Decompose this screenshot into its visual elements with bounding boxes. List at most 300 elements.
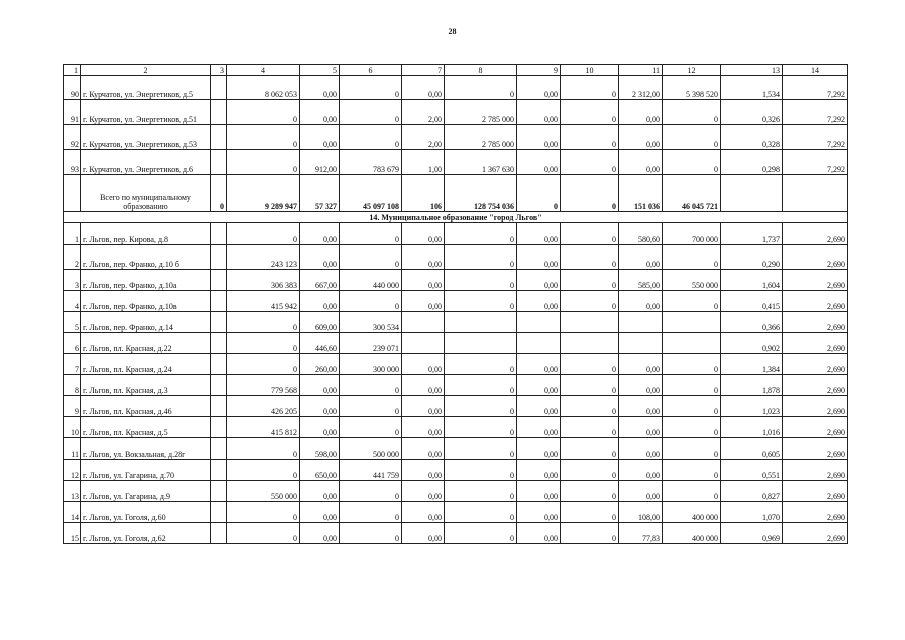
total-value: [783, 175, 848, 212]
value-cell: [663, 333, 721, 354]
section-row: [64, 212, 848, 223]
table-cell: [64, 175, 81, 212]
table-row: [64, 502, 848, 523]
table-row: [64, 417, 848, 438]
table-row: [64, 125, 848, 150]
row-number: 4: [64, 291, 81, 312]
value-cell: 0: [663, 460, 721, 481]
row-number: 8: [64, 375, 81, 396]
value-cell: 0: [663, 375, 721, 396]
value-cell: 0: [340, 125, 402, 150]
value-cell: 0,326: [721, 100, 783, 125]
value-cell: 0: [340, 76, 402, 100]
column-header: 2: [81, 65, 211, 76]
value-cell: [211, 76, 227, 100]
value-cell: 7,292: [783, 125, 848, 150]
total-value: 128 754 036: [445, 175, 517, 212]
value-cell: [445, 312, 517, 333]
value-cell: 667,00: [300, 270, 340, 291]
column-header: 12: [663, 65, 721, 76]
value-cell: 598,00: [300, 438, 340, 460]
value-cell: 0: [227, 333, 300, 354]
value-cell: 400 000: [663, 502, 721, 523]
value-cell: 8 062 053: [227, 76, 300, 100]
value-cell: 0: [227, 460, 300, 481]
value-cell: 0,00: [300, 245, 340, 270]
value-cell: 0: [227, 354, 300, 375]
value-cell: [211, 270, 227, 291]
total-value: 0: [561, 175, 619, 212]
value-cell: 0: [663, 125, 721, 150]
value-cell: 580,60: [619, 223, 663, 245]
value-cell: 650,00: [300, 460, 340, 481]
value-cell: 0: [340, 481, 402, 502]
value-cell: [211, 100, 227, 125]
value-cell: 0: [445, 396, 517, 417]
value-cell: 239 071: [340, 333, 402, 354]
value-cell: [211, 333, 227, 354]
value-cell: 1,00: [402, 150, 445, 175]
value-cell: 0: [663, 245, 721, 270]
value-cell: 0,00: [300, 375, 340, 396]
value-cell: 0,00: [300, 291, 340, 312]
table-row: [64, 460, 848, 481]
value-cell: 2,690: [783, 291, 848, 312]
value-cell: 300 534: [340, 312, 402, 333]
section-title: 14. Муниципальное образование "город Льгов": [64, 212, 848, 223]
value-cell: 0: [561, 396, 619, 417]
value-cell: 0: [445, 417, 517, 438]
value-cell: 1,384: [721, 354, 783, 375]
column-header: 3: [211, 65, 227, 76]
total-value: 0: [517, 175, 561, 212]
value-cell: 0: [561, 375, 619, 396]
total-value: 106: [402, 175, 445, 212]
value-cell: 609,00: [300, 312, 340, 333]
value-cell: [211, 523, 227, 544]
value-cell: 0,00: [619, 125, 663, 150]
value-cell: 0,00: [517, 481, 561, 502]
value-cell: 0: [445, 375, 517, 396]
value-cell: [402, 312, 445, 333]
row-number: 6: [64, 333, 81, 354]
value-cell: 243 123: [227, 245, 300, 270]
header-row: [64, 65, 848, 76]
value-cell: 0: [561, 291, 619, 312]
table-row: [64, 396, 848, 417]
table-row: [64, 312, 848, 333]
column-header: 14: [783, 65, 848, 76]
table-row: [64, 333, 848, 354]
value-cell: [211, 375, 227, 396]
total-value: [721, 175, 783, 212]
value-cell: 0: [227, 223, 300, 245]
value-cell: 2,690: [783, 460, 848, 481]
total-value: 151 036: [619, 175, 663, 212]
value-cell: 0,00: [517, 100, 561, 125]
address-cell: г. Льгов, пл. Красная, д.22: [81, 333, 211, 354]
value-cell: 0,00: [402, 438, 445, 460]
value-cell: 446,60: [300, 333, 340, 354]
value-cell: 0: [340, 223, 402, 245]
address-cell: г. Льгов, пер. Франко, д.10в: [81, 291, 211, 312]
value-cell: [517, 312, 561, 333]
value-cell: 0,00: [517, 396, 561, 417]
value-cell: 2,690: [783, 354, 848, 375]
value-cell: [211, 481, 227, 502]
value-cell: 0,00: [517, 460, 561, 481]
value-cell: 0: [340, 523, 402, 544]
value-cell: 0: [227, 150, 300, 175]
table-row: [64, 223, 848, 245]
value-cell: 2,690: [783, 223, 848, 245]
value-cell: 0,00: [517, 438, 561, 460]
table-row: [64, 291, 848, 312]
value-cell: [211, 150, 227, 175]
value-cell: 0,551: [721, 460, 783, 481]
value-cell: 0,415: [721, 291, 783, 312]
value-cell: 0,00: [300, 125, 340, 150]
table-row: [64, 76, 848, 100]
value-cell: 0,290: [721, 245, 783, 270]
value-cell: 400 000: [663, 523, 721, 544]
address-cell: г. Льгов, ул. Гоголя, д.60: [81, 502, 211, 523]
table-row: [64, 375, 848, 396]
total-label: Всего по муниципальному образованию: [81, 175, 211, 212]
value-cell: 0: [663, 438, 721, 460]
row-number: 15: [64, 523, 81, 544]
value-cell: 0: [663, 481, 721, 502]
address-cell: г. Курчатов, ул. Энергетиков, д.53: [81, 125, 211, 150]
value-cell: 0: [445, 438, 517, 460]
value-cell: 2,690: [783, 523, 848, 544]
value-cell: 0: [663, 396, 721, 417]
value-cell: [211, 396, 227, 417]
value-cell: 0,00: [402, 291, 445, 312]
row-number: 93: [64, 150, 81, 175]
address-cell: г. Льгов, пер. Франко, д.10а: [81, 270, 211, 291]
value-cell: 2,690: [783, 333, 848, 354]
value-cell: 500 000: [340, 438, 402, 460]
value-cell: 415 942: [227, 291, 300, 312]
value-cell: 0: [445, 245, 517, 270]
value-cell: 779 568: [227, 375, 300, 396]
row-number: 14: [64, 502, 81, 523]
table-row: [64, 481, 848, 502]
total-row: [64, 175, 848, 212]
value-cell: 0,00: [402, 76, 445, 100]
value-cell: 7,292: [783, 150, 848, 175]
value-cell: 585,00: [619, 270, 663, 291]
value-cell: 0,00: [517, 223, 561, 245]
value-cell: 2,690: [783, 375, 848, 396]
value-cell: 1,604: [721, 270, 783, 291]
value-cell: [561, 333, 619, 354]
address-cell: г. Льгов, пл. Красная, д.46: [81, 396, 211, 417]
value-cell: 0,00: [402, 502, 445, 523]
value-cell: 0,00: [402, 270, 445, 291]
row-number: 12: [64, 460, 81, 481]
value-cell: 300 000: [340, 354, 402, 375]
table-row: [64, 150, 848, 175]
value-cell: 0,298: [721, 150, 783, 175]
value-cell: 0,00: [300, 502, 340, 523]
value-cell: 0: [340, 291, 402, 312]
value-cell: 0,00: [402, 460, 445, 481]
address-cell: г. Льгов, ул. Гагарина, д.70: [81, 460, 211, 481]
address-cell: г. Курчатов, ул. Энергетиков, д.5: [81, 76, 211, 100]
value-cell: [619, 312, 663, 333]
column-header: 9: [517, 65, 561, 76]
row-number: 3: [64, 270, 81, 291]
value-cell: 0: [561, 270, 619, 291]
value-cell: 1,070: [721, 502, 783, 523]
value-cell: 0,902: [721, 333, 783, 354]
value-cell: 415 812: [227, 417, 300, 438]
value-cell: 0,00: [402, 354, 445, 375]
value-cell: 0,00: [402, 223, 445, 245]
value-cell: 0: [561, 100, 619, 125]
value-cell: 0,00: [402, 523, 445, 544]
value-cell: 0,00: [619, 438, 663, 460]
value-cell: 783 679: [340, 150, 402, 175]
row-number: 90: [64, 76, 81, 100]
value-cell: 5 398 520: [663, 76, 721, 100]
table-row: [64, 270, 848, 291]
value-cell: 550 000: [663, 270, 721, 291]
value-cell: 0: [561, 354, 619, 375]
value-cell: 0,00: [619, 100, 663, 125]
value-cell: 0: [561, 523, 619, 544]
value-cell: 0: [227, 438, 300, 460]
table-row: [64, 245, 848, 270]
value-cell: 0: [561, 417, 619, 438]
address-cell: г. Льгов, пл. Красная, д.5: [81, 417, 211, 438]
value-cell: 0: [340, 375, 402, 396]
address-cell: г. Льгов, пл. Красная, д.3: [81, 375, 211, 396]
value-cell: 0,00: [619, 375, 663, 396]
value-cell: 0,00: [619, 245, 663, 270]
value-cell: 0: [227, 125, 300, 150]
table-row: [64, 354, 848, 375]
row-number: 2: [64, 245, 81, 270]
address-cell: г. Курчатов, ул. Энергетиков, д.6: [81, 150, 211, 175]
value-cell: 0,00: [517, 150, 561, 175]
value-cell: 0: [445, 354, 517, 375]
value-cell: 0,00: [517, 417, 561, 438]
value-cell: 0,00: [619, 417, 663, 438]
value-cell: 2,690: [783, 270, 848, 291]
value-cell: 0,00: [619, 396, 663, 417]
value-cell: [211, 460, 227, 481]
value-cell: 0: [445, 270, 517, 291]
address-cell: г. Льгов, ул. Вокзальная, д.28г: [81, 438, 211, 460]
value-cell: 0,605: [721, 438, 783, 460]
total-value: 9 289 947: [227, 175, 300, 212]
value-cell: 0: [340, 417, 402, 438]
value-cell: 0,00: [402, 417, 445, 438]
value-cell: 2,690: [783, 396, 848, 417]
value-cell: 1 367 630: [445, 150, 517, 175]
value-cell: 0: [340, 245, 402, 270]
value-cell: 0: [663, 150, 721, 175]
row-number: 1: [64, 223, 81, 245]
address-cell: г. Льгов, пл. Красная, д.24: [81, 354, 211, 375]
value-cell: [211, 291, 227, 312]
row-number: 91: [64, 100, 81, 125]
value-cell: 0,00: [300, 100, 340, 125]
value-cell: 0: [663, 100, 721, 125]
value-cell: 2,690: [783, 502, 848, 523]
value-cell: 1,534: [721, 76, 783, 100]
row-number: 10: [64, 417, 81, 438]
value-cell: 2,690: [783, 245, 848, 270]
value-cell: 0: [445, 460, 517, 481]
value-cell: 2,00: [402, 125, 445, 150]
value-cell: 0: [445, 76, 517, 100]
value-cell: 0,00: [619, 354, 663, 375]
value-cell: [211, 502, 227, 523]
address-cell: г. Льгов, ул. Гагарина, д.9: [81, 481, 211, 502]
value-cell: 108,00: [619, 502, 663, 523]
value-cell: 0: [445, 481, 517, 502]
row-number: 7: [64, 354, 81, 375]
value-cell: [211, 354, 227, 375]
value-cell: 0,00: [517, 523, 561, 544]
total-value: 46 045 721: [663, 175, 721, 212]
value-cell: 0: [561, 150, 619, 175]
value-cell: 0,00: [517, 245, 561, 270]
value-cell: 0,00: [402, 396, 445, 417]
row-number: 92: [64, 125, 81, 150]
value-cell: 0,00: [300, 523, 340, 544]
column-header: 11: [619, 65, 663, 76]
address-cell: г. Льгов, пер. Кирова, д.8: [81, 223, 211, 245]
address-cell: г. Курчатов, ул. Энергетиков, д.51: [81, 100, 211, 125]
value-cell: [211, 245, 227, 270]
value-cell: 0,00: [619, 460, 663, 481]
value-cell: 0: [445, 523, 517, 544]
address-cell: г. Льгов, пер. Франко, д.14: [81, 312, 211, 333]
value-cell: 912,00: [300, 150, 340, 175]
value-cell: 426 205: [227, 396, 300, 417]
value-cell: 1,878: [721, 375, 783, 396]
value-cell: 77,83: [619, 523, 663, 544]
column-header: 4: [227, 65, 300, 76]
value-cell: 0,00: [517, 375, 561, 396]
row-number: 13: [64, 481, 81, 502]
column-header: 6: [340, 65, 402, 76]
value-cell: 0: [340, 396, 402, 417]
value-cell: [211, 417, 227, 438]
page-number: 28: [448, 27, 457, 36]
value-cell: 0: [445, 502, 517, 523]
column-header: 10: [561, 65, 619, 76]
value-cell: 0,00: [402, 245, 445, 270]
value-cell: 0: [561, 223, 619, 245]
value-cell: 0,00: [402, 375, 445, 396]
value-cell: 2,00: [402, 100, 445, 125]
total-value: 0: [211, 175, 227, 212]
data-table: [63, 64, 848, 544]
value-cell: 0: [227, 312, 300, 333]
value-cell: 0: [227, 523, 300, 544]
value-cell: 0,00: [517, 125, 561, 150]
value-cell: 550 000: [227, 481, 300, 502]
value-cell: [211, 438, 227, 460]
value-cell: 0,00: [619, 150, 663, 175]
value-cell: 0,00: [300, 396, 340, 417]
value-cell: 0,00: [300, 481, 340, 502]
total-value: 45 097 108: [340, 175, 402, 212]
value-cell: 0: [561, 438, 619, 460]
value-cell: 2,690: [783, 312, 848, 333]
value-cell: 0,827: [721, 481, 783, 502]
value-cell: 0: [561, 245, 619, 270]
value-cell: [561, 312, 619, 333]
value-cell: 1,016: [721, 417, 783, 438]
value-cell: 0,00: [517, 502, 561, 523]
value-cell: [517, 333, 561, 354]
value-cell: 0,328: [721, 125, 783, 150]
value-cell: 0: [227, 502, 300, 523]
total-value: 57 327: [300, 175, 340, 212]
value-cell: 0,00: [517, 291, 561, 312]
value-cell: 1,737: [721, 223, 783, 245]
value-cell: [445, 333, 517, 354]
value-cell: 0: [340, 100, 402, 125]
value-cell: 7,292: [783, 76, 848, 100]
column-header: 1: [64, 65, 81, 76]
value-cell: 0,00: [517, 270, 561, 291]
value-cell: 0,00: [619, 291, 663, 312]
value-cell: 7,292: [783, 100, 848, 125]
value-cell: [619, 333, 663, 354]
value-cell: 2 785 000: [445, 100, 517, 125]
value-cell: [211, 223, 227, 245]
value-cell: 0: [340, 502, 402, 523]
value-cell: 700 000: [663, 223, 721, 245]
value-cell: 2,690: [783, 438, 848, 460]
value-cell: 0: [561, 125, 619, 150]
value-cell: 0: [663, 354, 721, 375]
value-cell: 0,00: [402, 481, 445, 502]
value-cell: 0,00: [300, 417, 340, 438]
column-header: 7: [402, 65, 445, 76]
row-number: 11: [64, 438, 81, 460]
value-cell: 2,690: [783, 481, 848, 502]
value-cell: [663, 312, 721, 333]
table-row: [64, 438, 848, 460]
value-cell: 0,00: [517, 354, 561, 375]
value-cell: 0: [445, 291, 517, 312]
value-cell: 0,00: [619, 481, 663, 502]
value-cell: 2,690: [783, 417, 848, 438]
value-cell: 260,00: [300, 354, 340, 375]
column-header: 5: [300, 65, 340, 76]
column-header: 13: [721, 65, 783, 76]
value-cell: 0,366: [721, 312, 783, 333]
value-cell: [211, 312, 227, 333]
value-cell: 0: [561, 76, 619, 100]
value-cell: 0,00: [517, 76, 561, 100]
value-cell: [402, 333, 445, 354]
value-cell: 440 000: [340, 270, 402, 291]
value-cell: 441 759: [340, 460, 402, 481]
table-row: [64, 100, 848, 125]
value-cell: 0: [227, 100, 300, 125]
value-cell: 0,969: [721, 523, 783, 544]
